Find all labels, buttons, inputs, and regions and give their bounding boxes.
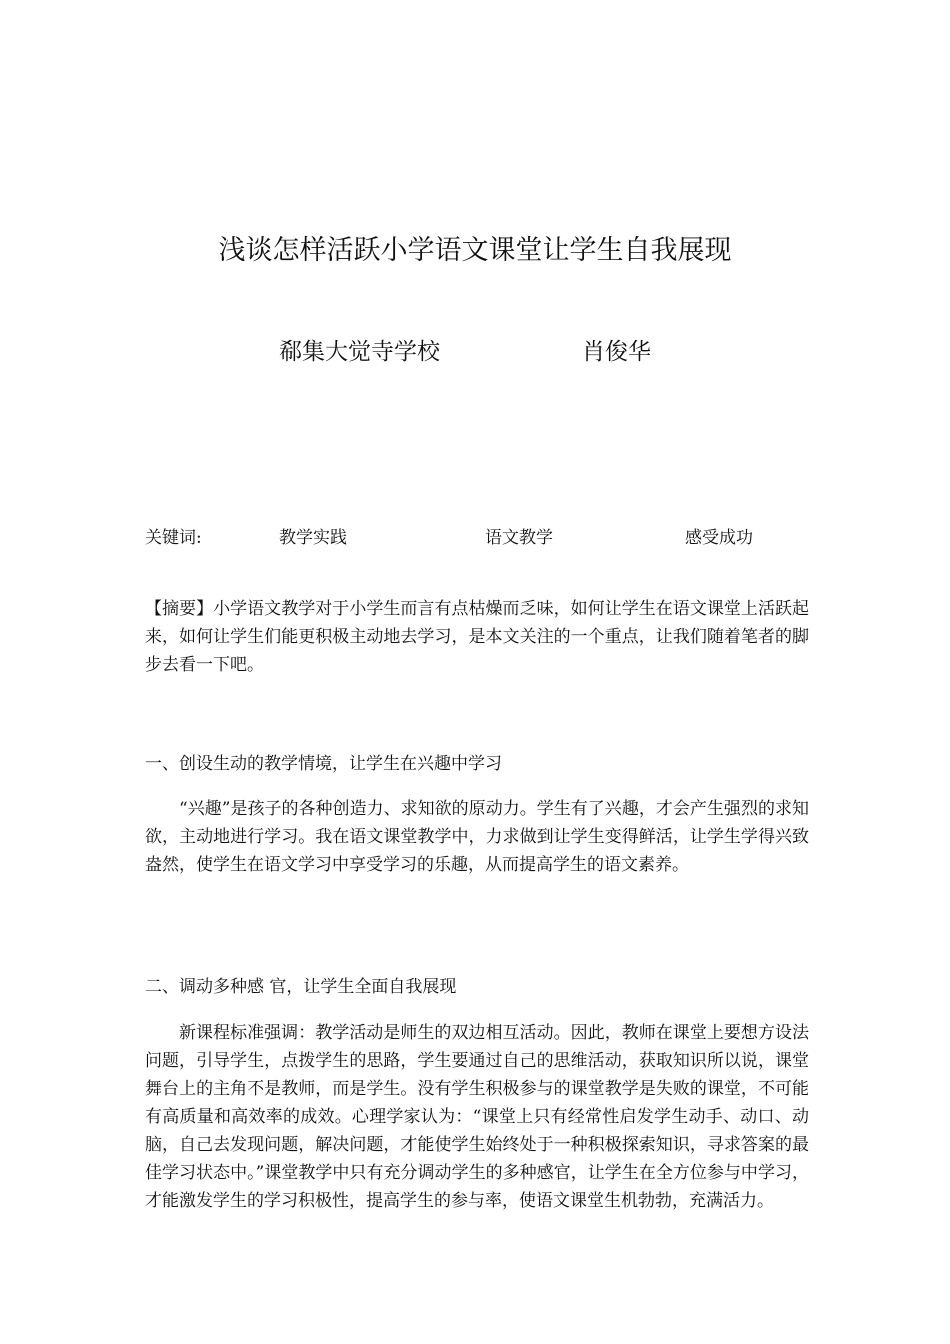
abstract-paragraph: 【摘要】小学语文教学对于小学生而言有点枯燥而乏味，如何让学生在语文课堂上活跃起来，如何让学生们能更积极主动地去学习，是本文关注的一个重点，让我们随着笔者的脚步去看一下吧。 — [145, 599, 809, 675]
body-paragraph: “兴趣”是孩子的各种创造力、求知欲的原动力。学生有了兴趣，才会产生强烈的求知欲，主动地进行学习。我在语文课堂教学中，力求做到让学生变得鲜活，让学生学得兴致盎然，使学生在语文学习中享受学习的乐趣，从而提高学生的语文素养。 — [145, 799, 809, 875]
keyword-item: 感受成功 — [685, 528, 753, 548]
section-heading: 二、调动多种感 官，让学生全面自我展现 — [145, 977, 457, 997]
page-title: 浅谈怎样活跃小学语文课堂让学生自我展现 — [218, 235, 732, 266]
keywords-label: 关键词: — [145, 528, 202, 548]
section-heading: 一、创设生动的教学情境，让学生在兴趣中学习 — [145, 754, 502, 774]
body-paragraph: 新课程标准强调：教学活动是师生的双边相互活动。因此，教师在课堂上要想方设法 问题，引导学生，点拨学生的思路，学生要通过自己的思维活动，获取知识所以说，课堂舞台上的主角不是教师，而是学生。没有学生积极参与的课堂教学是失败的课堂，不可能有高质量和高效率的成效。心理学家认为：“课堂上只有经常性启发学生动手、动口、动脑，自己去发现问题，解决问题，才能使学生始终处于一种积极探索知识，寻求答案的最佳学习状态中。”课堂教学中只有充分调动学生的多种感官，让学生在全方位参与中学习，才能激发学生的学习积极性，提高学生的参与率，使语文课堂生机勃勃，充满活力。 — [145, 1023, 809, 1211]
author-name: 肖俊华 — [582, 339, 651, 365]
keyword-item: 教学实践 — [279, 528, 347, 548]
keyword-item: 语文教学 — [485, 528, 553, 548]
author-school: 郗集大觉寺学校 — [279, 339, 440, 365]
